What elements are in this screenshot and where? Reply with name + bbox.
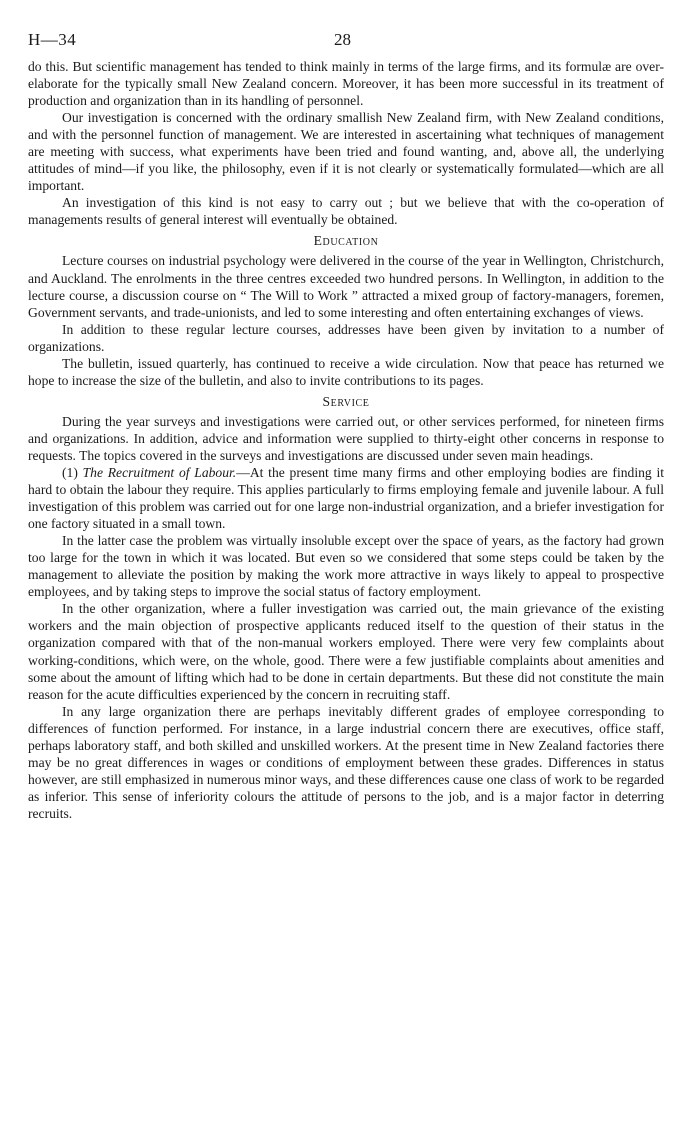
document-page	[28, 30, 664, 822]
page-number: 28	[334, 30, 351, 49]
page-header	[28, 30, 664, 52]
education-paragraph-1: Lecture courses on industrial psychology were delivered in the course of the year in Wellington, Christchurch, and Auckland. The enrolments in the three centres exceeded two hundred persons. In Wellington, in addition to the lecture course, a discussion course on “ The Will to Work ” attracted a mixed group of factory-managers, foremen, Government servants, and trade-unionists, and led to some interesting and often entertaining exchanges of views.	[28, 253, 664, 320]
service-heading: Service	[322, 393, 370, 409]
service-paragraph-2	[28, 464, 664, 532]
service-paragraph-1: During the year surveys and investigations were carried out, or other services performed, for nineteen firms and organizations. In addition, advice and information were supplied to thirty-eight other concerns in response to requests. The topics covered in the surveys and investigations are discussed under seven main headings.	[28, 413, 664, 463]
education-paragraph-3: The bulletin, issued quarterly, has continued to receive a wide circulation. Now that peace has returned we hope to increase the size of the bulletin, and also to invite contributions to its pages.	[28, 355, 664, 388]
intro-paragraph-2: Our investigation is concerned with the ordinary smallish New Zealand firm, with New Zealand conditions, and with the personnel function of management. We are interested in ascertaining what techniques of management are meeting with success, what experiments have been tried and found wanting, and, above all, the underlying attitudes of mind—if you like, the philosophy, even if it is not clearly or systematically formulated—which are all important.	[28, 110, 664, 194]
service-paragraph-4: In the other organization, where a fuller investigation was carried out, the main grievance of the existing workers and the main objection of prospective applicants reduced itself to the question of their status in the organization compared with that of the non-manual workers employed. There were very few complaints about working-conditions, which were, on the whole, good. There were a few justifiable complaints about amenities and some about the amount of lifting which had to be done in certain departments. But these did not constitute the main reason for the acute difficulties experienced by the concern in recruiting staff.	[28, 601, 664, 702]
subsection-title: The Recruitment of Labour.	[82, 464, 237, 480]
intro-paragraph-3: An investigation of this kind is not easy to carry out ; but we believe that with the co-operation of managements results of general interest will eventually be obtained.	[28, 195, 664, 228]
education-paragraph-2: In addition to these regular lecture courses, addresses have been given by invitation to a number of organizations.	[28, 321, 664, 354]
education-heading: Education	[313, 233, 379, 249]
item-number: (1)	[62, 464, 83, 480]
intro-paragraph-1: do this. But scientific management has tended to think mainly in terms of the large firms, and its formulæ are over-elaborate for the typically small New Zealand concern. Moreover, it has been more successful in its treatment of production and organization than in its handling of personnel.	[28, 59, 664, 109]
document-reference: H—34	[28, 30, 77, 49]
subsection-text: —At the present time many firms and other employing bodies are finding it hard to obtain the labour they require. This applies particularly to firms employing female and juvenile labour. A full investigation of this problem was carried out for one large non-industrial organization, and a briefer investigation for one factory situated in a small town.	[28, 464, 665, 532]
page-body	[28, 58, 664, 822]
service-paragraph-5: In any large organization there are perhaps inevitably different grades of employee corresponding to differences of function performed. For instance, in a large industrial concern there are executives, office staff, perhaps laboratory staff, and both skilled and unskilled workers. At the present time in New Zealand factories there may be no great differences in wages or conditions of employment between these grades. Differences in status however, are still emphasized in numerous minor ways, and these differences cause one class of work to be regarded as inferior. This sense of inferiority colours the attitude of persons to the job, and is a major factor in deterring recruits.	[28, 703, 664, 821]
service-paragraph-3: In the latter case the problem was virtually insoluble except over the space of years, as the factory had grown too large for the town in which it was located. But even so we considered that some steps could be taken by the management to alleviate the position by making the work more attractive in ways likely to appeal to prospective employees, and by taking steps to improve the social status of factory employment.	[28, 533, 664, 600]
